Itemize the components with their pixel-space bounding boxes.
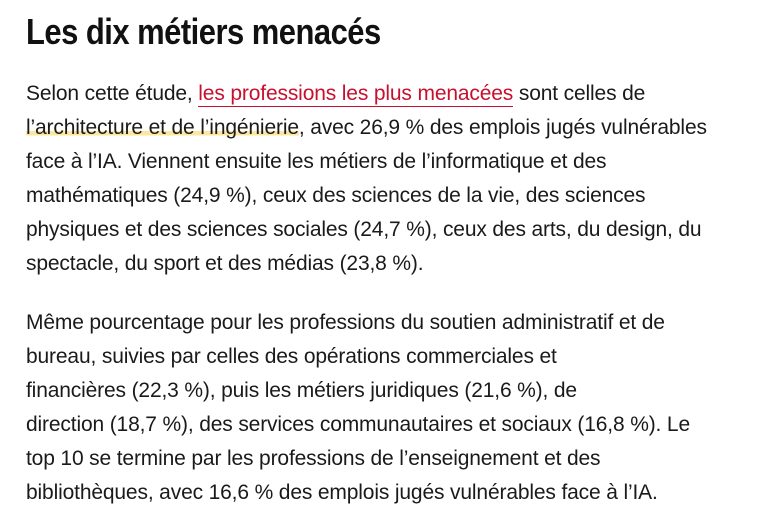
paragraph-2-line-1: Même pourcentage pour les professions du soutien administratif et de <box>26 311 665 334</box>
paragraph-1-line-2 <box>26 111 707 145</box>
paragraph-1-line-3: face à l’IA. Viennent ensuite les métiers de l’informatique et des <box>26 150 607 173</box>
text-segment: sont celles de <box>513 82 646 105</box>
paragraph-1 <box>26 77 707 281</box>
highlighted-text: l’architecture et de l’ingénierie <box>26 116 299 139</box>
text-segment: Selon cette étude, <box>26 82 199 105</box>
most-threatened-professions-link[interactable]: les professions les plus menacées <box>198 82 514 105</box>
paragraph-1-line-1 <box>26 77 707 111</box>
paragraph-1-line-4: mathématiques (24,9 %), ceux des sciences de la vie, des sciences <box>26 184 646 207</box>
paragraph-2 <box>26 306 690 510</box>
section-heading: Les dix métiers menacés <box>26 11 381 52</box>
paragraph-2-line-3: financières (22,3 %), puis les métiers juridiques (21,6 %), de <box>26 379 577 402</box>
text-segment: , avec 26,9 % des emplois jugés vulnérables <box>298 116 707 139</box>
paragraph-1-line-5: physiques et des sciences sociales (24,7 %), ceux des arts, du design, du <box>26 218 702 241</box>
paragraph-2-line-2: bureau, suivies par celles des opérations commerciales et <box>26 345 557 368</box>
paragraph-1-line-6: spectacle, du sport et des médias (23,8 %). <box>26 252 424 275</box>
paragraph-2-line-5: top 10 se termine par les professions de l’enseignement et des <box>26 447 601 470</box>
paragraph-2-line-4: direction (18,7 %), des services communautaires et sociaux (16,8 %). Le <box>26 413 690 436</box>
paragraph-2-line-6: bibliothèques, avec 16,6 % des emplois jugés vulnérables face à l’IA. <box>26 481 658 504</box>
